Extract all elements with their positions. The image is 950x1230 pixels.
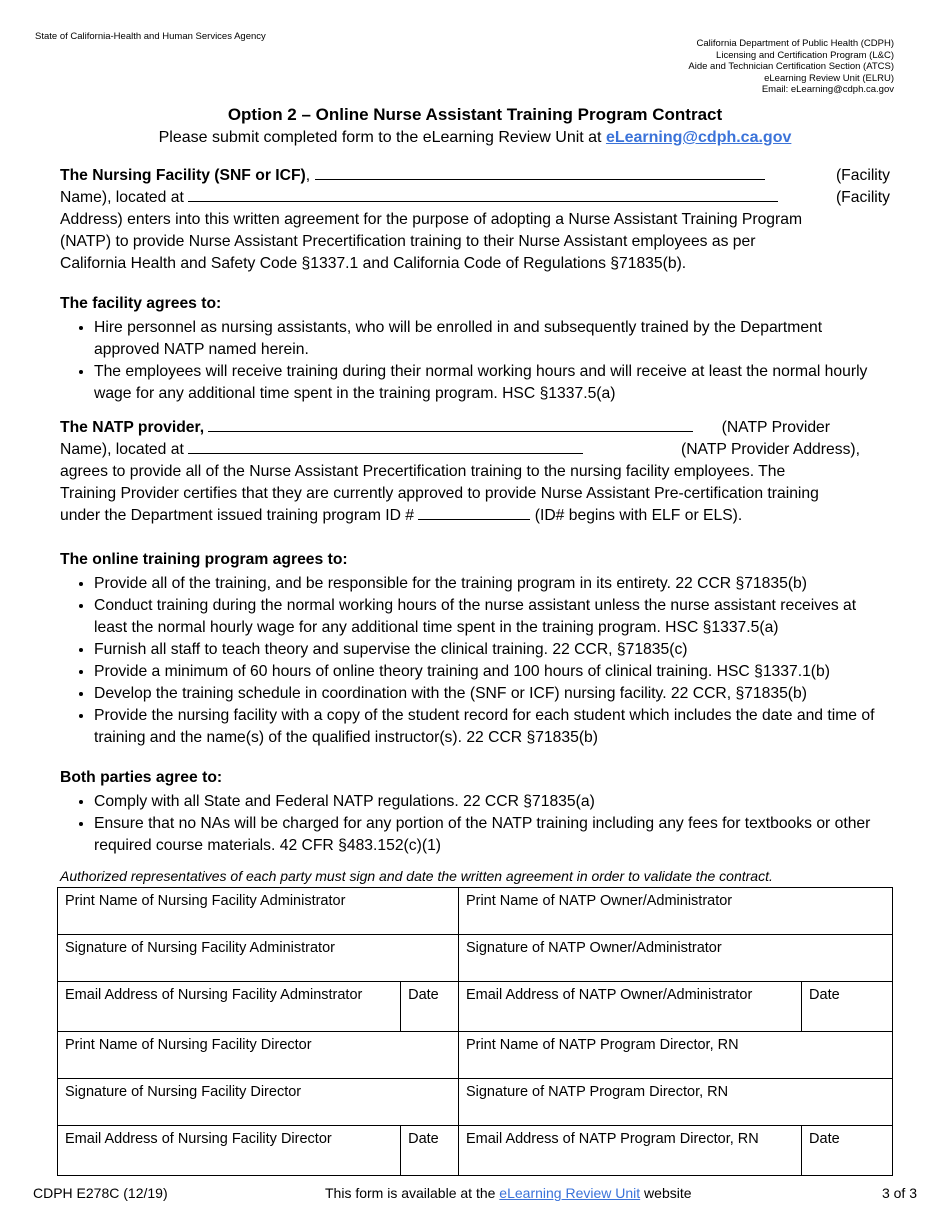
date-cell[interactable]: Date bbox=[802, 1126, 893, 1176]
paragraph-line: (NATP) to provide Nurse Assistant Precertification training to their Nurse Assistant employees as per bbox=[60, 233, 756, 250]
list-item: • Hire personnel as nursing assistants, who will be enrolled in and subsequently trained by the Department approved NATP named herein. bbox=[94, 317, 890, 361]
list-item: • Comply with all State and Federal NATP regulations. 22 CCR §71835(a) bbox=[94, 791, 890, 813]
signature-cell[interactable]: Print Name of Nursing Facility Director bbox=[58, 1032, 459, 1079]
page-title: Option 2 – Online Nurse Assistant Training Program Contract bbox=[227, 105, 723, 124]
program-id-line bbox=[60, 505, 890, 527]
table-row bbox=[58, 1079, 893, 1126]
section-heading: The online training program agrees to: bbox=[60, 551, 348, 568]
availability-note bbox=[325, 1185, 692, 1201]
provider-name-field[interactable] bbox=[208, 417, 693, 432]
signature-cell[interactable]: Email Address of NATP Owner/Administrator bbox=[458, 982, 801, 1032]
signature-cell[interactable]: Print Name of Nursing Facility Administrator bbox=[58, 888, 459, 935]
signature-cell[interactable]: Signature of NATP Owner/Administrator bbox=[458, 935, 892, 982]
signature-cell[interactable]: Signature of Nursing Facility Administrator bbox=[58, 935, 459, 982]
comma: , bbox=[305, 167, 311, 184]
dept-line: California Department of Public Health (CDPH) bbox=[696, 38, 894, 49]
availability-text: website bbox=[640, 1185, 692, 1201]
section-heading: The facility agrees to: bbox=[60, 295, 222, 312]
signature-cell[interactable]: Signature of Nursing Facility Director bbox=[58, 1079, 459, 1126]
facility-label: (Facility bbox=[835, 167, 890, 184]
signature-cell[interactable]: Email Address of Nursing Facility Adminstrator bbox=[58, 982, 401, 1032]
provider-lead: The NATP provider, bbox=[60, 419, 205, 436]
facility-located-label: Name), located at bbox=[60, 189, 184, 206]
subtitle-text: Please submit completed form to the eLearning Review Unit at bbox=[158, 129, 606, 146]
both-agree-list bbox=[60, 791, 890, 857]
facility-agrees-list bbox=[60, 317, 890, 405]
signature-note: Authorized representatives of each party must sign and date the written agreement in order to validate the contract. bbox=[60, 868, 773, 884]
availability-text: This form is available at the bbox=[325, 1185, 500, 1201]
list-item: • Ensure that no NAs will be charged for any portion of the NATP training including any fees for textbooks or other required course materials. 42 CFR §483.152(c)(1) bbox=[94, 813, 890, 857]
department-info bbox=[688, 38, 894, 96]
email-link[interactable]: eLearning@cdph.ca.gov bbox=[605, 129, 792, 146]
subtitle bbox=[0, 129, 950, 147]
agency-name: State of California-Health and Human Services Agency bbox=[35, 31, 266, 42]
dept-line: Email: eLearning@cdph.ca.gov bbox=[761, 84, 894, 95]
signature-table bbox=[57, 887, 893, 1176]
dept-line: Licensing and Certification Program (L&C) bbox=[716, 49, 894, 61]
table-row bbox=[58, 982, 893, 1032]
signature-cell[interactable]: Print Name of NATP Program Director, RN bbox=[458, 1032, 892, 1079]
list-item: • Conduct training during the normal working hours of the nurse assistant unless the nurse assistant receives at least the normal hourly wage for any additional time spent in the training program. HSC §1337.5(a) bbox=[94, 595, 890, 639]
table-row bbox=[58, 1032, 893, 1079]
signature-cell[interactable]: Email Address of Nursing Facility Director bbox=[58, 1126, 401, 1176]
paragraph-line: agrees to provide all of the Nurse Assistant Precertification training to the nursing facility employees. The bbox=[60, 463, 786, 480]
list-item: • The employees will receive training during their normal working hours and will receive at least the normal hourly wage for any additional time spent in the training program. HSC §1337.5(a) bbox=[94, 361, 890, 405]
table-row bbox=[58, 935, 893, 982]
list-item: • Provide a minimum of 60 hours of online theory training and 100 hours of clinical training. HSC §1337.1(b) bbox=[94, 661, 890, 683]
table-row bbox=[58, 1126, 893, 1176]
facility-name-field[interactable] bbox=[315, 165, 765, 180]
facility-line-2 bbox=[60, 187, 890, 209]
list-item: • Provide the nursing facility with a copy of the student record for each student which includes the date and time of training and the name(s) of the qualified instructor(s). 22 CCR §71835(b) bbox=[94, 705, 890, 749]
table-row bbox=[58, 888, 893, 935]
dept-line: eLearning Review Unit (ELRU) bbox=[764, 72, 894, 84]
list-item: • Develop the training schedule in coordination with the (SNF or ICF) nursing facility. 22 CCR, §71835(b) bbox=[94, 683, 890, 705]
page-number: 3 of 3 bbox=[881, 1185, 917, 1201]
section-heading: Both parties agree to: bbox=[60, 769, 223, 786]
signature-cell[interactable]: Email Address of NATP Program Director, RN bbox=[458, 1126, 801, 1176]
provider-label: (NATP Provider Address), bbox=[680, 441, 860, 458]
paragraph-line: Address) enters into this written agreement for the purpose of adopting a Nurse Assistant Training Program bbox=[60, 211, 803, 228]
facility-address-field[interactable] bbox=[188, 187, 778, 202]
facility-line-1 bbox=[60, 165, 890, 187]
contract-body bbox=[60, 165, 890, 1176]
dept-line: Aide and Technician Certification Section (ATCS) bbox=[688, 61, 894, 72]
id-hint: (ID# begins with ELF or ELS). bbox=[534, 507, 743, 524]
signature-cell[interactable]: Print Name of NATP Owner/Administrator bbox=[458, 888, 892, 935]
list-item: • Furnish all staff to teach theory and supervise the clinical training. 22 CCR, §71835(c) bbox=[94, 639, 890, 661]
provider-address-field[interactable] bbox=[188, 439, 583, 454]
elearning-review-unit-link[interactable]: eLearning Review Unit bbox=[499, 1185, 641, 1201]
paragraph-line: California Health and Safety Code §1337.1 and California Code of Regulations §71835(b). bbox=[60, 255, 687, 272]
provider-line-2 bbox=[60, 439, 860, 461]
id-label: under the Department issued training program ID # bbox=[60, 507, 415, 524]
date-cell[interactable]: Date bbox=[401, 1126, 459, 1176]
paragraph-line: Training Provider certifies that they are currently approved to provide Nurse Assistant Pre-certification training bbox=[60, 485, 819, 502]
program-id-field[interactable] bbox=[418, 505, 530, 520]
date-cell[interactable]: Date bbox=[401, 982, 459, 1032]
online-agrees-list bbox=[60, 573, 890, 749]
list-item: • Provide all of the training, and be responsible for the training program in its entirety. 22 CCR §71835(b) bbox=[94, 573, 890, 595]
facility-lead: The Nursing Facility (SNF or ICF) bbox=[60, 167, 306, 184]
provider-line-1 bbox=[60, 417, 830, 439]
facility-label: (Facility bbox=[835, 189, 890, 206]
signature-cell[interactable]: Signature of NATP Program Director, RN bbox=[458, 1079, 892, 1126]
date-cell[interactable]: Date bbox=[802, 982, 893, 1032]
form-id: CDPH E278C (12/19) bbox=[33, 1185, 168, 1201]
provider-located-label: Name), located at bbox=[60, 441, 184, 458]
provider-label: (NATP Provider bbox=[721, 419, 830, 436]
